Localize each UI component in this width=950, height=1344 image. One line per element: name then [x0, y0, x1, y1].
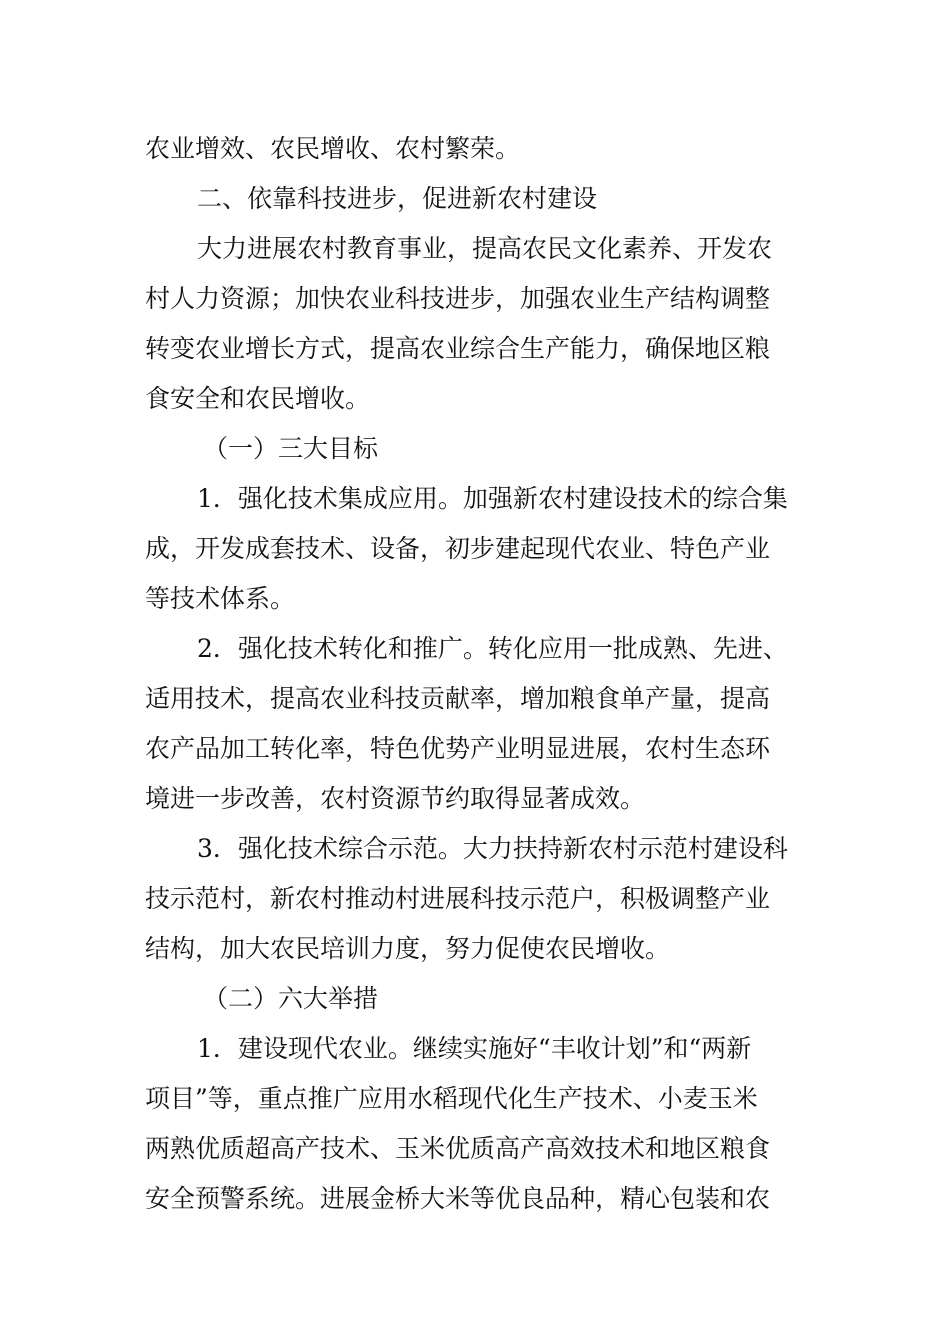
- subsection-heading: （二）六大举措: [203, 984, 379, 1013]
- document-body: [145, 124, 810, 1224]
- paragraph-line: 食安全和农民增收。: [145, 384, 371, 413]
- paragraph-line: 安全预警系统。进展金桥大米等优良品种，精心包装和农: [145, 1184, 771, 1213]
- section-heading: 二、依靠科技进步，促进新农村建设: [197, 184, 598, 213]
- paragraph-line: 1．建设现代农业。继续实施好“丰收计划”和“两新: [197, 1034, 752, 1063]
- paragraph-line: 结构，加大农民培训力度，努力促使农民增收。: [145, 934, 671, 963]
- paragraph-line: 境进一步改善，农村资源节约取得显著成效。: [145, 784, 646, 813]
- paragraph-line: 农业增效、农民增收、农村繁荣。: [145, 134, 521, 163]
- paragraph-line: 两熟优质超高产技术、玉米优质高产高效技术和地区粮食: [145, 1134, 771, 1163]
- paragraph-line: 项目”等，重点推广应用水稻现代化生产技术、小麦玉米: [145, 1084, 758, 1113]
- paragraph-line: 农产品加工转化率，特色优势产业明显进展，农村生态环: [145, 734, 771, 763]
- paragraph-line: 1．强化技术集成应用。加强新农村建设技术的综合集: [197, 484, 788, 513]
- paragraph-line: 村人力资源；加快农业科技进步，加强农业生产结构调整: [145, 284, 771, 313]
- subsection-heading: （一）三大目标: [203, 434, 379, 463]
- paragraph-line: 适用技术，提高农业科技贡献率，增加粮食单产量，提高: [145, 684, 771, 713]
- paragraph-line: 转变农业增长方式，提高农业综合生产能力，确保地区粮: [145, 334, 771, 363]
- paragraph-line: 大力进展农村教育事业，提高农民文化素养、开发农: [197, 234, 773, 263]
- paragraph-line: 3．强化技术综合示范。大力扶持新农村示范村建设科: [197, 834, 788, 863]
- paragraph-line: 等技术体系。: [145, 584, 296, 613]
- paragraph-line: 成，开发成套技术、设备，初步建起现代农业、特色产业: [145, 534, 771, 563]
- paragraph-line: 技示范村，新农村推动村进展科技示范户，积极调整产业: [145, 884, 771, 913]
- paragraph-line: 2．强化技术转化和推广。转化应用一批成熟、先进、: [197, 634, 788, 663]
